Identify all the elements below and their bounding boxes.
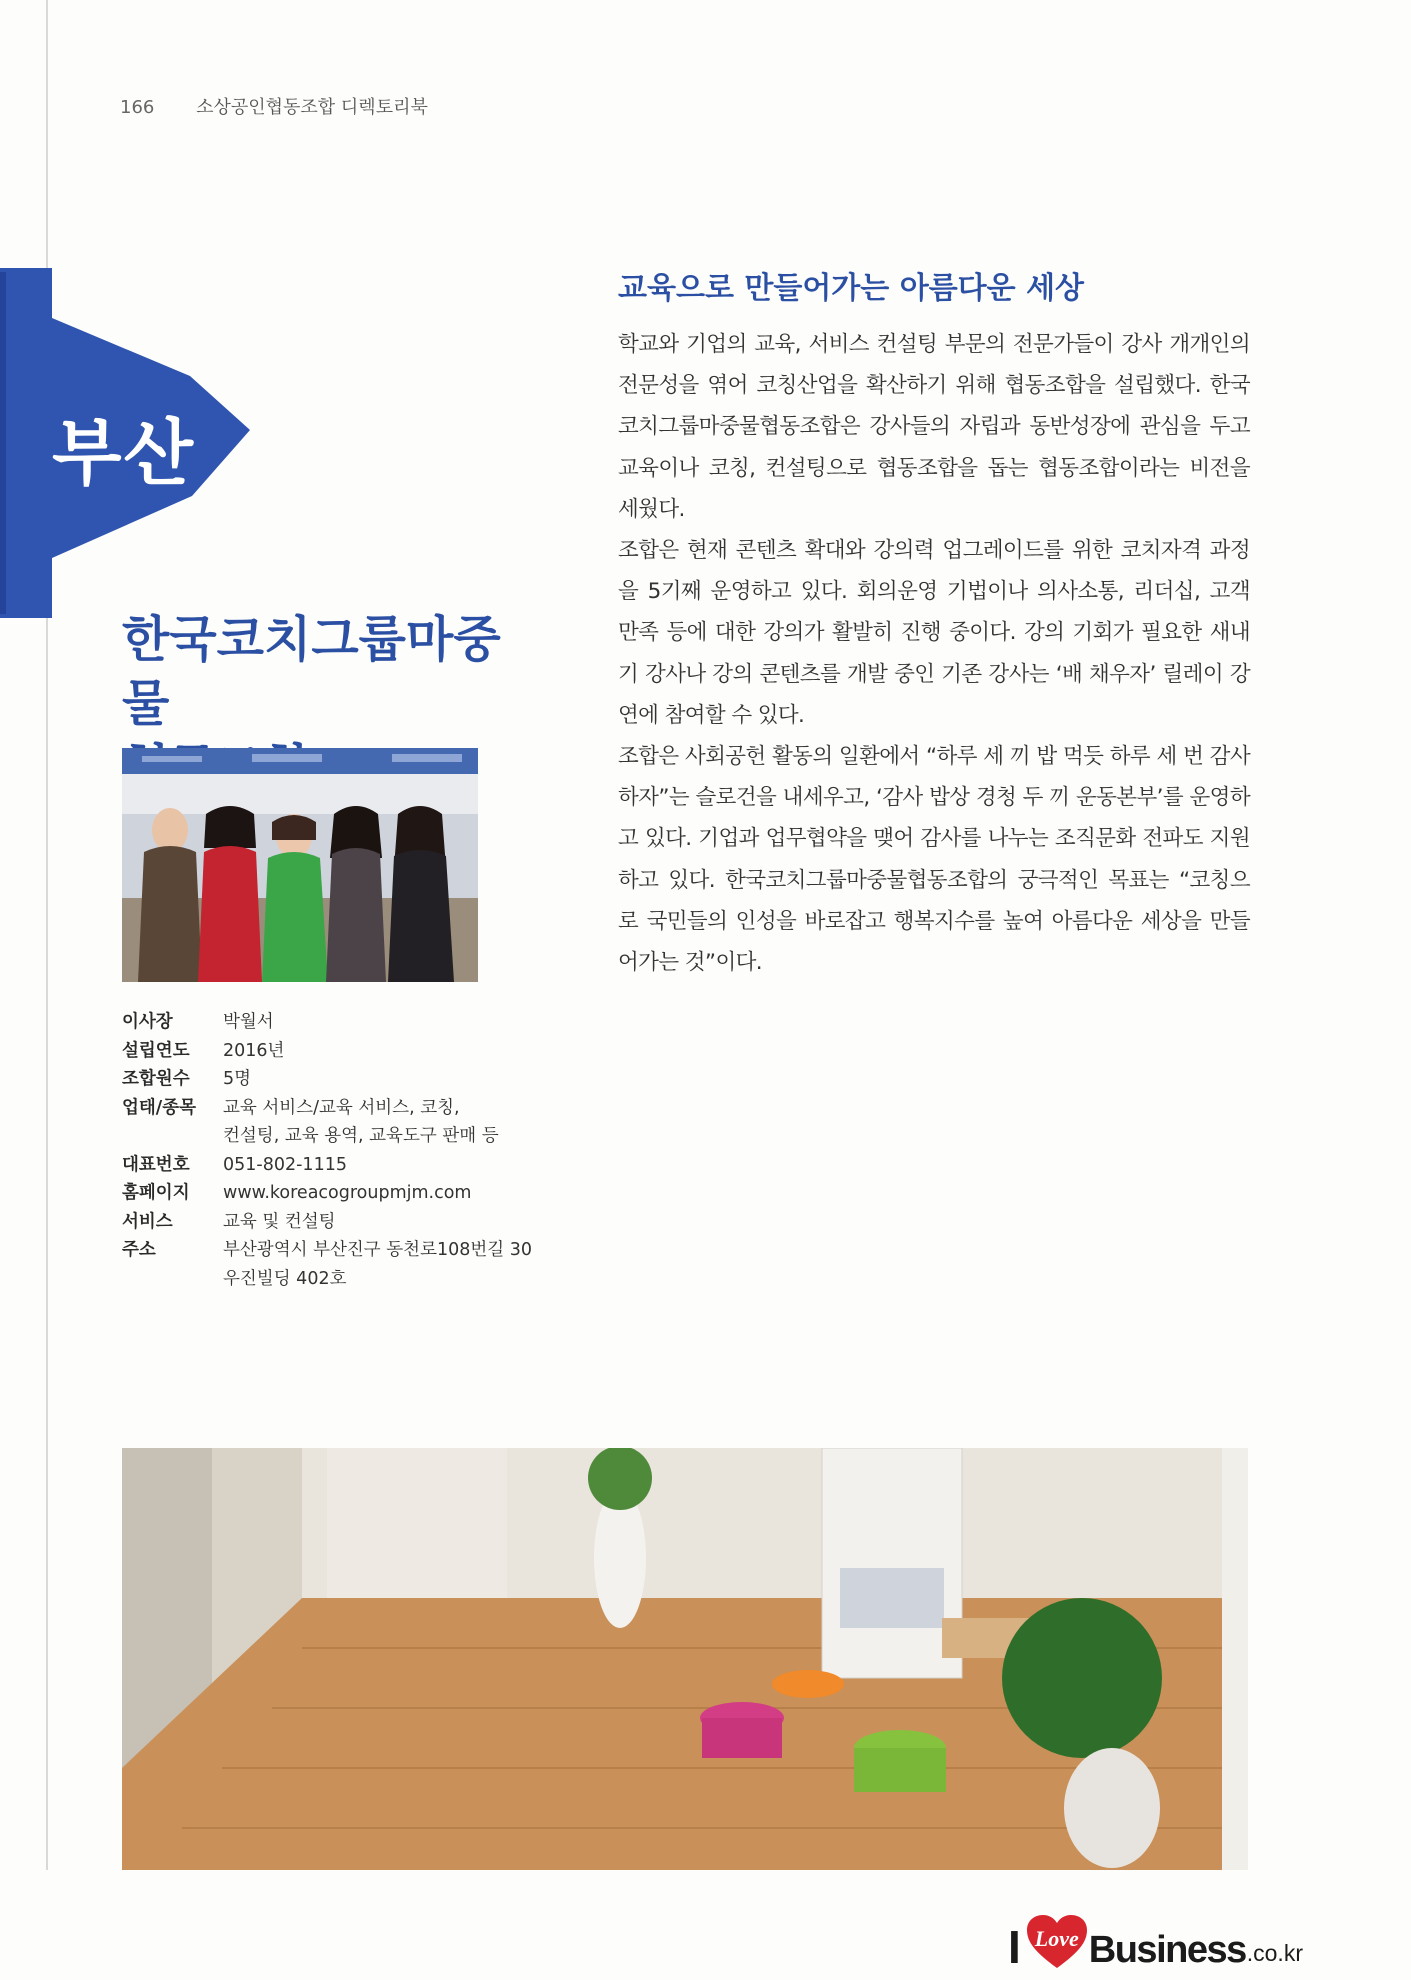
article-paragraph: 조합은 사회공헌 활동의 일환에서 “하루 세 끼 밥 먹듯 하루 세 번 감사하자”는 슬로건을 내세우고, ‘감사 밥상 경청 두 끼 운동본부’를 운영하고 있다. 기업과 업무협약을 맺어 감사를 나누는 조직문화 전파도 지원하고 있다. 한국코치그룹마중물협동조합의 궁극적인 목표는 “코칭으로 국민들의 인성을 바로잡고 행복지수를 높여 아름다운 세상을 만들어가는 것”이다. — [618, 744, 1250, 976]
info-label: 대표번호 — [122, 1154, 190, 1175]
heart-icon — [1025, 1914, 1089, 1970]
page-number: 166 — [120, 97, 155, 118]
info-value: 박월서 — [223, 1012, 274, 1032]
organization-name-line1: 한국코치그룹마중물 — [122, 611, 501, 732]
logo-business-text: Business — [1088, 1929, 1246, 1971]
info-value: 5명 — [223, 1069, 252, 1089]
info-row-business — [122, 1094, 542, 1151]
info-label: 주소 — [122, 1240, 156, 1260]
article-paragraph: 조합은 현재 콘텐츠 확대와 강의력 업그레이드를 위한 코치자격 과정을 5기째 운영하고 있다. 회의운영 기법이나 의사소통, 리더십, 고객 만족 등에 대한 강의가 활발히 진행 중이다. 강의 기회가 필요한 새내기 강사나 강의 콘텐츠를 개발 중인 기존 강사는 ‘배 채우자’ 릴레이 강연에 참여할 수 있다. — [618, 538, 1250, 728]
running-header — [120, 93, 428, 119]
info-value-line1: 교육 서비스/교육 서비스, 코칭, — [223, 1097, 460, 1118]
info-value-line1: 부산광역시 부산진구 동천로108번길 30 — [223, 1240, 533, 1260]
info-value — [223, 1236, 542, 1293]
book-title: 소상공인협동조합 디렉토리북 — [196, 97, 428, 118]
info-value-line2: 컨설팅, 교육 용역, 교육도구 판매 등 — [223, 1126, 499, 1146]
info-label: 조합원수 — [122, 1069, 190, 1089]
organization-info — [122, 1008, 542, 1293]
info-label: 홈페이지 — [122, 1183, 190, 1203]
info-row-address — [122, 1236, 542, 1293]
info-label: 이사장 — [122, 1012, 173, 1032]
info-label: 서비스 — [122, 1211, 173, 1232]
info-row-members — [122, 1065, 542, 1094]
logo-i-text: I — [1008, 1921, 1021, 1973]
info-row-chairman — [122, 1008, 542, 1037]
info-label: 업태/종목 — [122, 1097, 197, 1118]
info-row-homepage — [122, 1179, 542, 1208]
info-value — [223, 1094, 542, 1151]
article-paragraph: 학교와 기업의 교육, 서비스 컨설팅 부문의 전문가들이 강사 개개인의 전문성을 엮어 코칭산업을 확산하기 위해 협동조합을 설립했다. 한국코치그룹마중물협동조합은 강사들의 자립과 동반성장에 관심을 두고 교육이나 코칭, 컨설팅으로 협동조합을 돕는 협동조합이라는 비전을 세웠다. — [618, 332, 1250, 522]
info-value: 051-802-1115 — [223, 1154, 347, 1175]
logo-tld-text: .co.kr — [1246, 1940, 1303, 1966]
logo-love-text: Love — [1034, 1926, 1079, 1951]
info-row-service — [122, 1208, 542, 1237]
info-value: 2016년 — [223, 1040, 285, 1061]
office-interior-photo — [122, 1448, 1248, 1870]
info-row-founded — [122, 1037, 542, 1066]
article-title: 교육으로 만들어가는 아름다운 세상 — [618, 271, 1085, 306]
info-value: 교육 및 컨설팅 — [223, 1211, 336, 1232]
region-label: 부산 — [52, 411, 196, 495]
info-row-phone — [122, 1151, 542, 1180]
info-value: www.koreacogroupmjm.com — [223, 1183, 472, 1203]
i-love-business-logo — [1008, 1910, 1303, 1973]
info-value-line2: 우진빌딩 402호 — [223, 1268, 347, 1289]
article-body — [618, 324, 1250, 983]
info-label: 설립연도 — [122, 1040, 190, 1061]
group-photo — [122, 748, 478, 982]
